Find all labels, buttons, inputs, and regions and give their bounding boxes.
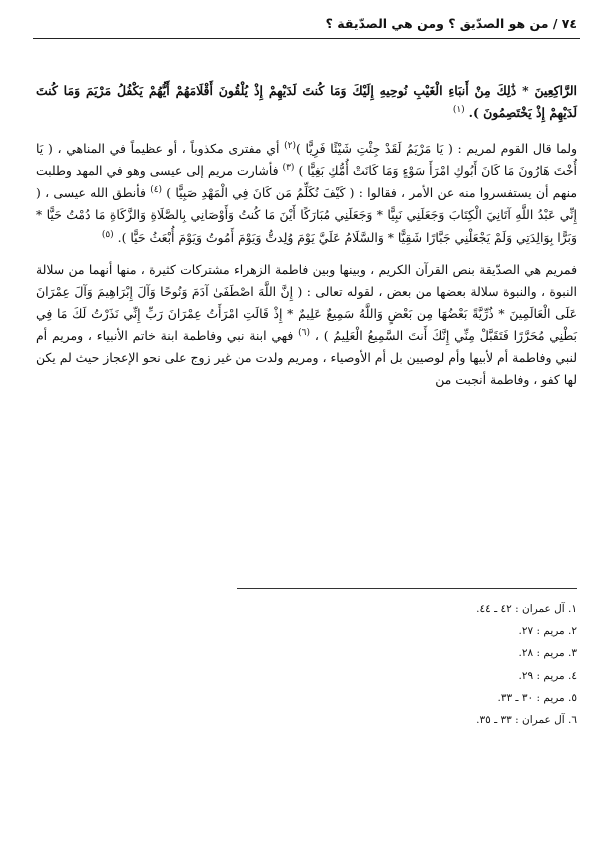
footnote-item: ٦. آل عمران : ٣٣ ـ ٣٥. <box>476 714 577 727</box>
text-segment: أي مفترى مكذوباً ، أو عظيماً في المناهي ، ( يَا أُخْتَ هَارُونَ مَا كَانَ أَبُوكِ امْرَأَ سَوْءٍ وَمَا كَانَتْ أُمُّكِ بَغِيًّا ) <box>36 141 577 179</box>
footnote-item: ٣. مريم : ٢٨. <box>518 647 577 660</box>
footnote-divider <box>237 588 577 589</box>
text-segment: فأنطق الله عيسى ، ( إِنِّي عَبْدُ اللَّهِ آتَانِيَ الْكِتَابَ وَجَعَلَنِي نَبِيًّا * وَجَعَلَنِي مُبَارَكًا أَيْنَ مَا كُنتُ وَأَوْصَانِي بِالصَّلَاةِ وَالزَّكَاةِ مَا دُمْتُ حَيًّا * وَبَرًّا بِوَالِدَتِي وَلَمْ يَجْعَلْنِي جَبَّارًا شَقِيًّا * وَالسَّلَامُ عَلَيَّ يَوْمَ وُلِدتُّ وَيَوْمَ أَمُوتُ وَيَوْمَ أُبْعَثُ حَيًّا ). <box>36 185 577 245</box>
footnote-ref: (٦) <box>298 327 311 338</box>
footnote-ref: (٢) <box>284 141 296 152</box>
footnote-item: ٥. مريم : ٣٠ ـ ٣٣. <box>497 691 577 704</box>
text-segment: فأشارت مريم إلى عيسى وهو في المهد وطلبت منهم أن يستفسروا منه عن الأمر ، فقالوا : ( كَيْفَ نُكَلِّمُ مَن كَانَ فِي الْمَهْدِ صَبِيًّا ) <box>36 163 577 201</box>
text-segment: فمريم هي الصدّيقة بنص القرآن الكريم ، وبينها وبين فاطمة الزهراء مشتركات كثيرة ، منها أنهما من سلالة النبوة ، والنبوة سلالة بعضها من بعض ، لقوله تعالى : ( إِنَّ اللَّهَ اصْطَفَىٰ آدَمَ وَنُوحًا وَآلَ إِبْرَاهِيمَ وَآلَ عِمْرَانَ عَلَى الْعَالَمِينَ * ذُرِّيَّةً بَعْضُهَا مِن بَعْضٍ وَاللَّهُ سَمِيعٌ عَلِيمٌ * إِذْ قَالَتِ امْرَأَتُ عِمْرَانَ رَبِّ إِنِّي نَذَرْتُ لَكَ مَا فِي بَطْنِي مُحَرَّرًا فَتَقَبَّلْ مِنِّي إِنَّكَ أَنتَ السَّمِيعُ الْعَلِيمُ ) ، <box>36 261 577 343</box>
paragraph-3 <box>36 259 577 392</box>
footnote-item: ٤. مريم : ٢٩. <box>518 669 577 682</box>
quran-verse: الرَّاكِعِينَ * ذَٰلِكَ مِنْ أَنبَاءِ الْغَيْبِ نُوحِيهِ إِلَيْكَ وَمَا كُنتَ لَدَيْهِمْ إِذْ يُلْقُونَ أَقْلَامَهُمْ أَيُّهُمْ يَكْفُلُ مَرْيَمَ وَمَا كُنتَ لَدَيْهِمْ إِذْ يَخْتَصِمُونَ ). <box>36 83 577 121</box>
body-text <box>36 80 577 401</box>
footnote-ref: (٣) <box>282 163 295 174</box>
paragraph-2 <box>36 138 577 248</box>
footnote-item: ٢. مريم : ٢٧. <box>518 625 577 638</box>
paragraph-1 <box>36 80 577 124</box>
text-segment: ولما قال القوم لمريم : ( يَا مَرْيَمُ لَقَدْ جِئْتِ شَيْئًا فَرِيًّا ) <box>296 141 577 157</box>
footnote-item: ١. آل عمران : ٤٢ ـ ٤٤. <box>476 603 577 615</box>
footnote-ref: (٤) <box>150 185 163 196</box>
footnotes <box>237 598 577 731</box>
text-segment: فهي ابنة نبي وفاطمة ابنة خاتم الأنبياء ، ومريم أم لنبي وفاطمة أم لأبيها وأم لوصيين بل أم الأوصياء ، ومريم ولدت من غير زوج على نحو الإعجاز حيث لم يكن لها كفو ، وفاطمة أنجبت من <box>36 327 577 388</box>
header-divider <box>33 38 580 39</box>
footnote-ref: (١) <box>452 104 465 115</box>
footnote-ref: (٥) <box>101 229 114 240</box>
page-header: ٧٤ / من هو الصدّيق ؟ ومن هي الصدّيقة ؟ <box>325 16 577 31</box>
